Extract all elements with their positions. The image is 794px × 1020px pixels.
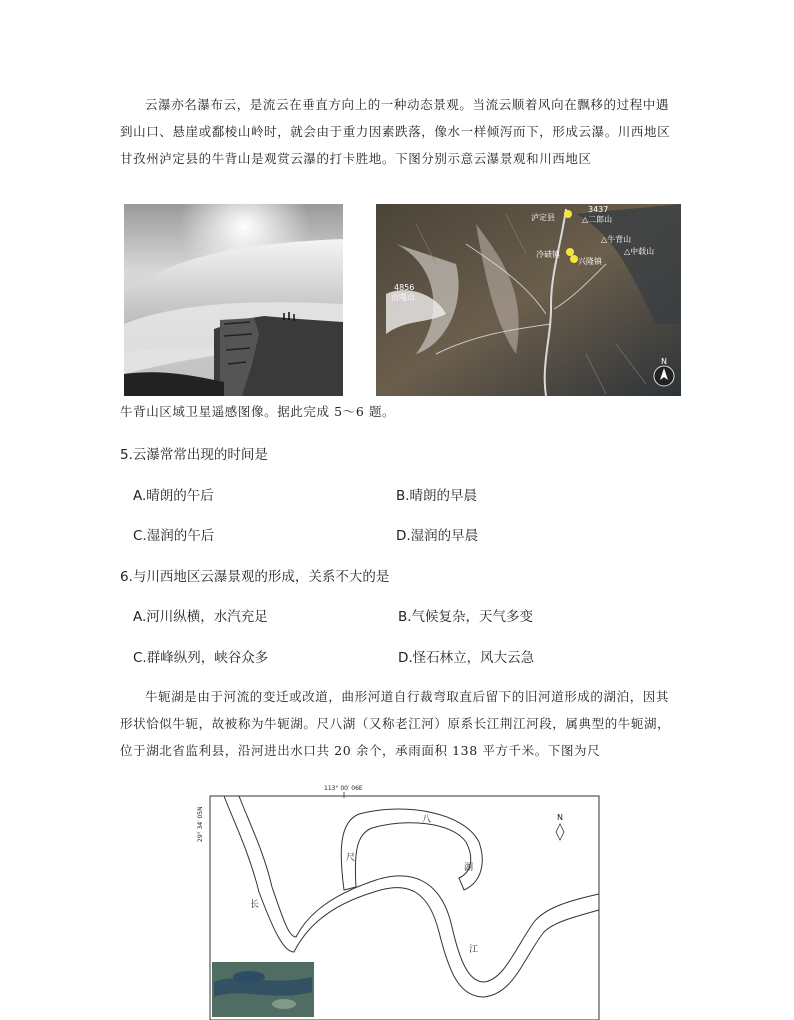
q6-option-a[interactable]: A.河川纵横，水汽充足 xyxy=(133,609,268,625)
oxbow-lake-map xyxy=(194,782,604,1020)
question-5-stem: 5.云瀑常常出现的时间是 xyxy=(120,447,268,463)
label-north: N xyxy=(661,357,667,366)
label-erlangshan: △二郎山 xyxy=(582,215,613,224)
lake-char-chi: 尺 xyxy=(346,853,356,863)
label-elev-3437: 3437 xyxy=(588,205,609,214)
luding-marker-icon xyxy=(564,210,572,218)
label-lengqi: 冷碛镇 xyxy=(536,250,560,259)
latitude-label: 29° 34′ 05N xyxy=(197,806,204,842)
label-zhongdashan: △中载山 xyxy=(624,247,655,256)
satellite-map xyxy=(376,204,681,396)
cloud-waterfall-image xyxy=(124,204,343,396)
river-char-chang: 长 xyxy=(250,900,260,910)
q6-option-d[interactable]: D.怪石林立，风大云急 xyxy=(398,650,535,666)
passage-1-tail: 牛背山区域卫星遥感图像。据此完成 5～6 题。 xyxy=(120,404,396,419)
longitude-label: 113° 00′ 06E xyxy=(324,785,363,792)
lake-char-hu: 湖 xyxy=(464,863,474,873)
label-gonggashan: 贡嘎山 xyxy=(391,293,415,302)
q6-option-b[interactable]: B.气候复杂，天气多变 xyxy=(398,609,534,625)
xinglong-marker-icon xyxy=(570,255,578,263)
lake-map-north: N xyxy=(557,813,563,822)
label-xinglong: 兴隆镇 xyxy=(578,257,602,266)
passage-2-text: 牛轭湖是由于河流的变迁或改道，曲形河道自行裁弯取直后留下的旧河道形成的湖泊，因其形状恰似牛轭，故被称为牛轭湖。尺八湖（又称老江河）原系长江荆江河段，属典型的牛轭湖，位于湖北省监利县，沿河进出水口共 20 余个，承雨面积 138 平方千米。下图为尺 xyxy=(120,689,671,758)
lake-char-ba: 八 xyxy=(422,815,432,825)
q5-option-d[interactable]: D.湿润的早晨 xyxy=(396,528,479,544)
label-luding: 泸定县 xyxy=(531,213,555,222)
river-char-jiang: 江 xyxy=(469,945,479,955)
q6-option-c[interactable]: C.群峰纵列，峡谷众多 xyxy=(133,650,269,666)
q5-option-c[interactable]: C.湿润的午后 xyxy=(133,528,215,544)
satellite-image xyxy=(376,204,681,396)
q5-option-b[interactable]: B.晴朗的早晨 xyxy=(396,488,478,504)
oxbow-lake-diagram xyxy=(194,782,604,1020)
label-elev-4856: 4856 xyxy=(394,283,415,292)
lengqi-marker-icon xyxy=(566,248,574,256)
cloud-waterfall-photo xyxy=(124,204,343,396)
passage-1-text: 云瀑亦名瀑布云，是流云在垂直方向上的一种动态景观。当流云顺着风向在飘移的过程中遇到山口、悬崖或鄱棱山岭时，就会由于重力因素跌落，像水一样倾泻而下，形成云瀑。川西地区甘孜州泸定县的牛背山是观赏云瀑的打卡胜地。下图分别示意云瀑景观和川西地区 xyxy=(120,97,671,166)
label-niubeishan: △牛背山 xyxy=(601,235,632,244)
question-6-stem: 6.与川西地区云瀑景观的形成，关系不大的是 xyxy=(120,569,390,585)
q5-option-a[interactable]: A.晴朗的午后 xyxy=(133,488,214,504)
